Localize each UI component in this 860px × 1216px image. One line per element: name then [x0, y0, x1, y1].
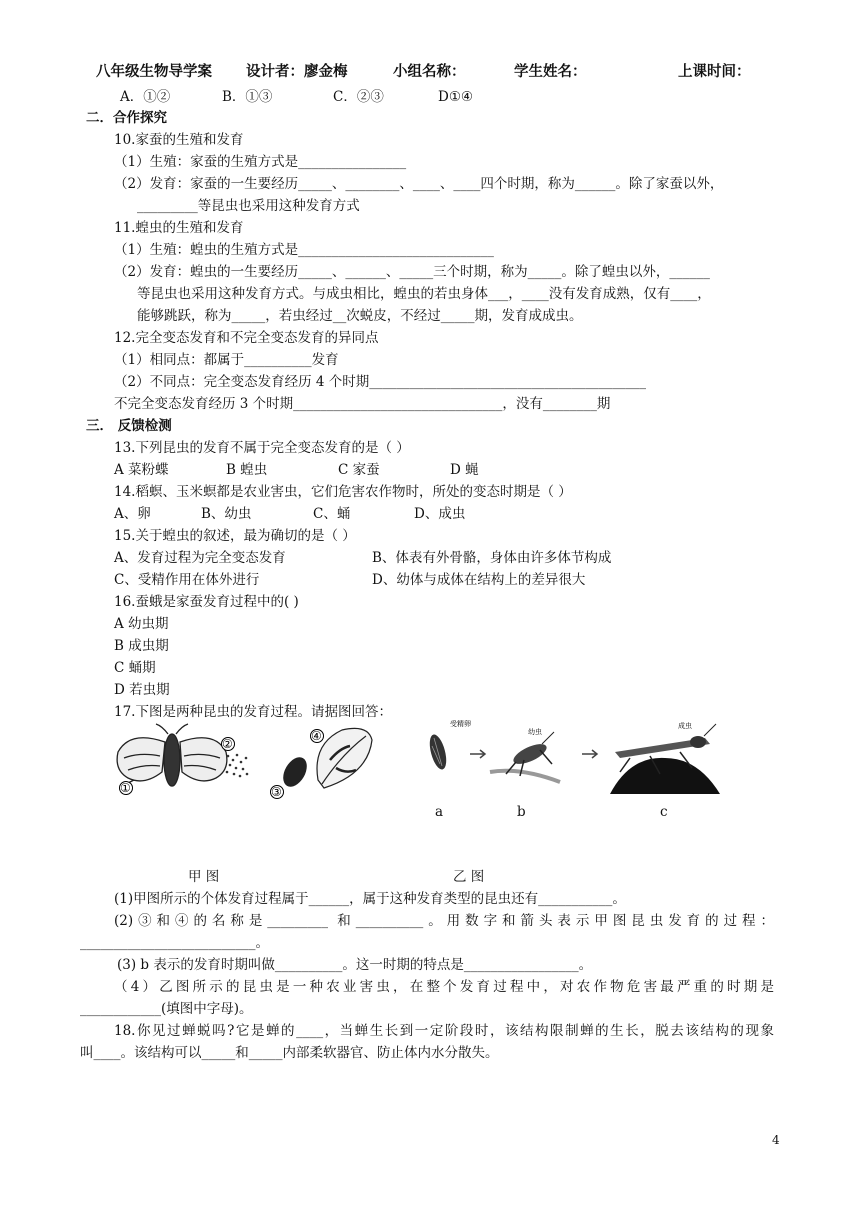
q14-option-b: B、幼虫	[201, 506, 252, 522]
q15-option-a: A、发育过程为完全变态发育	[114, 550, 286, 566]
figure-jia	[110, 722, 380, 802]
q15-option-d: D、幼体与成体在结构上的差异很大	[372, 572, 586, 588]
section-title-3: 三． 反馈检测	[86, 418, 172, 434]
q15-option-c: C、受精作用在体外进行	[114, 572, 260, 588]
marker-4: ④	[311, 729, 322, 743]
q17-2b: __________________________。	[80, 935, 269, 951]
prev-option-a: A．①②	[120, 89, 171, 105]
q16-option-b: B 成虫期	[114, 638, 169, 654]
header-group: 小组名称：	[393, 64, 466, 80]
prev-option-c: C．②③	[333, 89, 384, 105]
q17-4b: ____________(填图中字母)。	[80, 1001, 253, 1017]
header-designer: 设计者：廖金梅	[246, 64, 348, 80]
cocoon-drawing	[278, 753, 311, 791]
label-fertilized-egg: 受精卵	[450, 720, 471, 728]
q12-2: （2）不同点：完全变态发育经历 4 个时期_________________________________________	[114, 374, 647, 390]
q18: 18.你见过蝉蜕吗?它是蝉的____，当蝉生长到一定阶段时，该结构限制蝉的生长，脱去该结构的现象	[114, 1023, 774, 1039]
q13-option-b: B 蝗虫	[226, 462, 268, 478]
page-number: 4	[772, 1133, 780, 1147]
q13-option-d: D 蝇	[450, 462, 479, 478]
figure-label-b: b	[517, 804, 526, 820]
figure-caption-yi: 乙 图	[453, 869, 485, 885]
q15: 15.关于蝗虫的叙述，最为确切的是（ ）	[114, 528, 356, 544]
q16-option-c: C 蛹期	[114, 660, 156, 676]
prev-option-d: D①④	[438, 89, 474, 105]
section-title-2: 二．合作探究	[86, 110, 167, 126]
nymph-drawing	[490, 727, 560, 782]
marker-1: ①	[120, 781, 131, 795]
q11-2: （2）发育：蝗虫的一生要经历_____、______、_____三个时期，称为_____。除了蝗虫以外，______	[114, 264, 710, 280]
q12-3: 不完全变态发育经历 3 个时期_______________________________，没有________期	[114, 396, 611, 412]
q14: 14.稻螟、玉米螟都是农业害虫，它们危害农作物时，所处的变态时期是（ ）	[114, 484, 572, 500]
header-time: 上课时间：	[678, 64, 751, 80]
q14-option-d: D、成虫	[414, 506, 466, 522]
eggs-drawing	[226, 754, 249, 778]
marker-2: ②	[222, 737, 233, 751]
q17-1: (1)甲图所示的个体发育过程属于______，属于这种发育类型的昆虫还有___________。	[114, 891, 626, 907]
q17: 17.下图是两种昆虫的发育过程。请据图回答：	[114, 704, 392, 720]
arrow-2	[582, 750, 597, 758]
figure-label-c: c	[660, 804, 668, 820]
header-title: 八年级生物导学案	[96, 64, 212, 80]
q17-4: （4）乙图所示的昆虫是一种农业害虫，在整个发育过程中，对农作物危害最严重的时期是	[114, 979, 774, 995]
figure-label-a: a	[435, 804, 444, 820]
q15-option-b: B、体表有外骨骼，身体由许多体节构成	[372, 550, 612, 566]
q13-option-c: C 家蚕	[338, 462, 380, 478]
q16-option-a: A 幼虫期	[114, 616, 169, 632]
figure-caption-jia: 甲 图	[188, 869, 220, 885]
q14-option-a: A、卵	[114, 506, 151, 522]
moth-drawing	[117, 724, 227, 786]
leaf-drawing	[317, 728, 372, 788]
prev-option-b: B．①③	[222, 89, 273, 105]
q18b: 叫____。该结构可以_____和_____内部柔软器官、防止体内水分散失。	[80, 1045, 499, 1061]
label-nymph: 幼虫	[528, 728, 542, 736]
q11-2b: 等昆虫也采用这种发育方式。与成虫相比，蝗虫的若虫身体___，____没有发育成熟，仅有____，	[137, 286, 711, 302]
q10-2: （2）发育：家蚕的一生要经历_____、________、____、____四个时期，称为______。除了家蚕以外，	[114, 176, 724, 192]
figure-yi	[420, 712, 720, 794]
q16: 16.蚕蛾是家蚕发育过程中的( )	[114, 594, 299, 610]
q10-1: （1）生殖：家蚕的生殖方式是________________	[114, 154, 407, 170]
q13-option-a: A 菜粉蝶	[114, 462, 169, 478]
arrow-1	[470, 750, 485, 758]
q10-2b: _________等昆虫也采用这种发育方式	[137, 198, 360, 214]
q17-2: (2)③和④的名称是_________ 和__________。用数字和箭头表示甲图昆虫发育的过程：	[114, 913, 774, 929]
egg-pod-drawing	[427, 719, 471, 771]
q13: 13.下列昆虫的发育不属于完全变态发育的是（ ）	[114, 440, 410, 456]
q17-3: (3) b 表示的发育时期叫做__________。这一时期的特点是_________________。	[117, 957, 593, 973]
q11-2c: 能够跳跃，称为_____，若虫经过__次蜕皮，不经过_____期，发育成成虫。	[137, 308, 583, 324]
q16-option-d: D 若虫期	[114, 682, 170, 698]
marker-3: ③	[271, 785, 282, 799]
label-adult: 成虫	[678, 722, 692, 730]
q11: 11.蝗虫的生殖和发育	[114, 220, 244, 236]
q14-option-c: C、蛹	[313, 506, 351, 522]
q12-1: （1）相同点：都属于__________发育	[114, 352, 339, 368]
q11-1: （1）生殖：蝗虫的生殖方式是_____________________________	[114, 242, 494, 258]
q10: 10.家蚕的生殖和发育	[114, 132, 244, 148]
q12: 12.完全变态发育和不完全变态发育的异同点	[114, 330, 379, 346]
header-student: 学生姓名：	[514, 64, 587, 80]
adult-locust-drawing	[610, 721, 720, 794]
